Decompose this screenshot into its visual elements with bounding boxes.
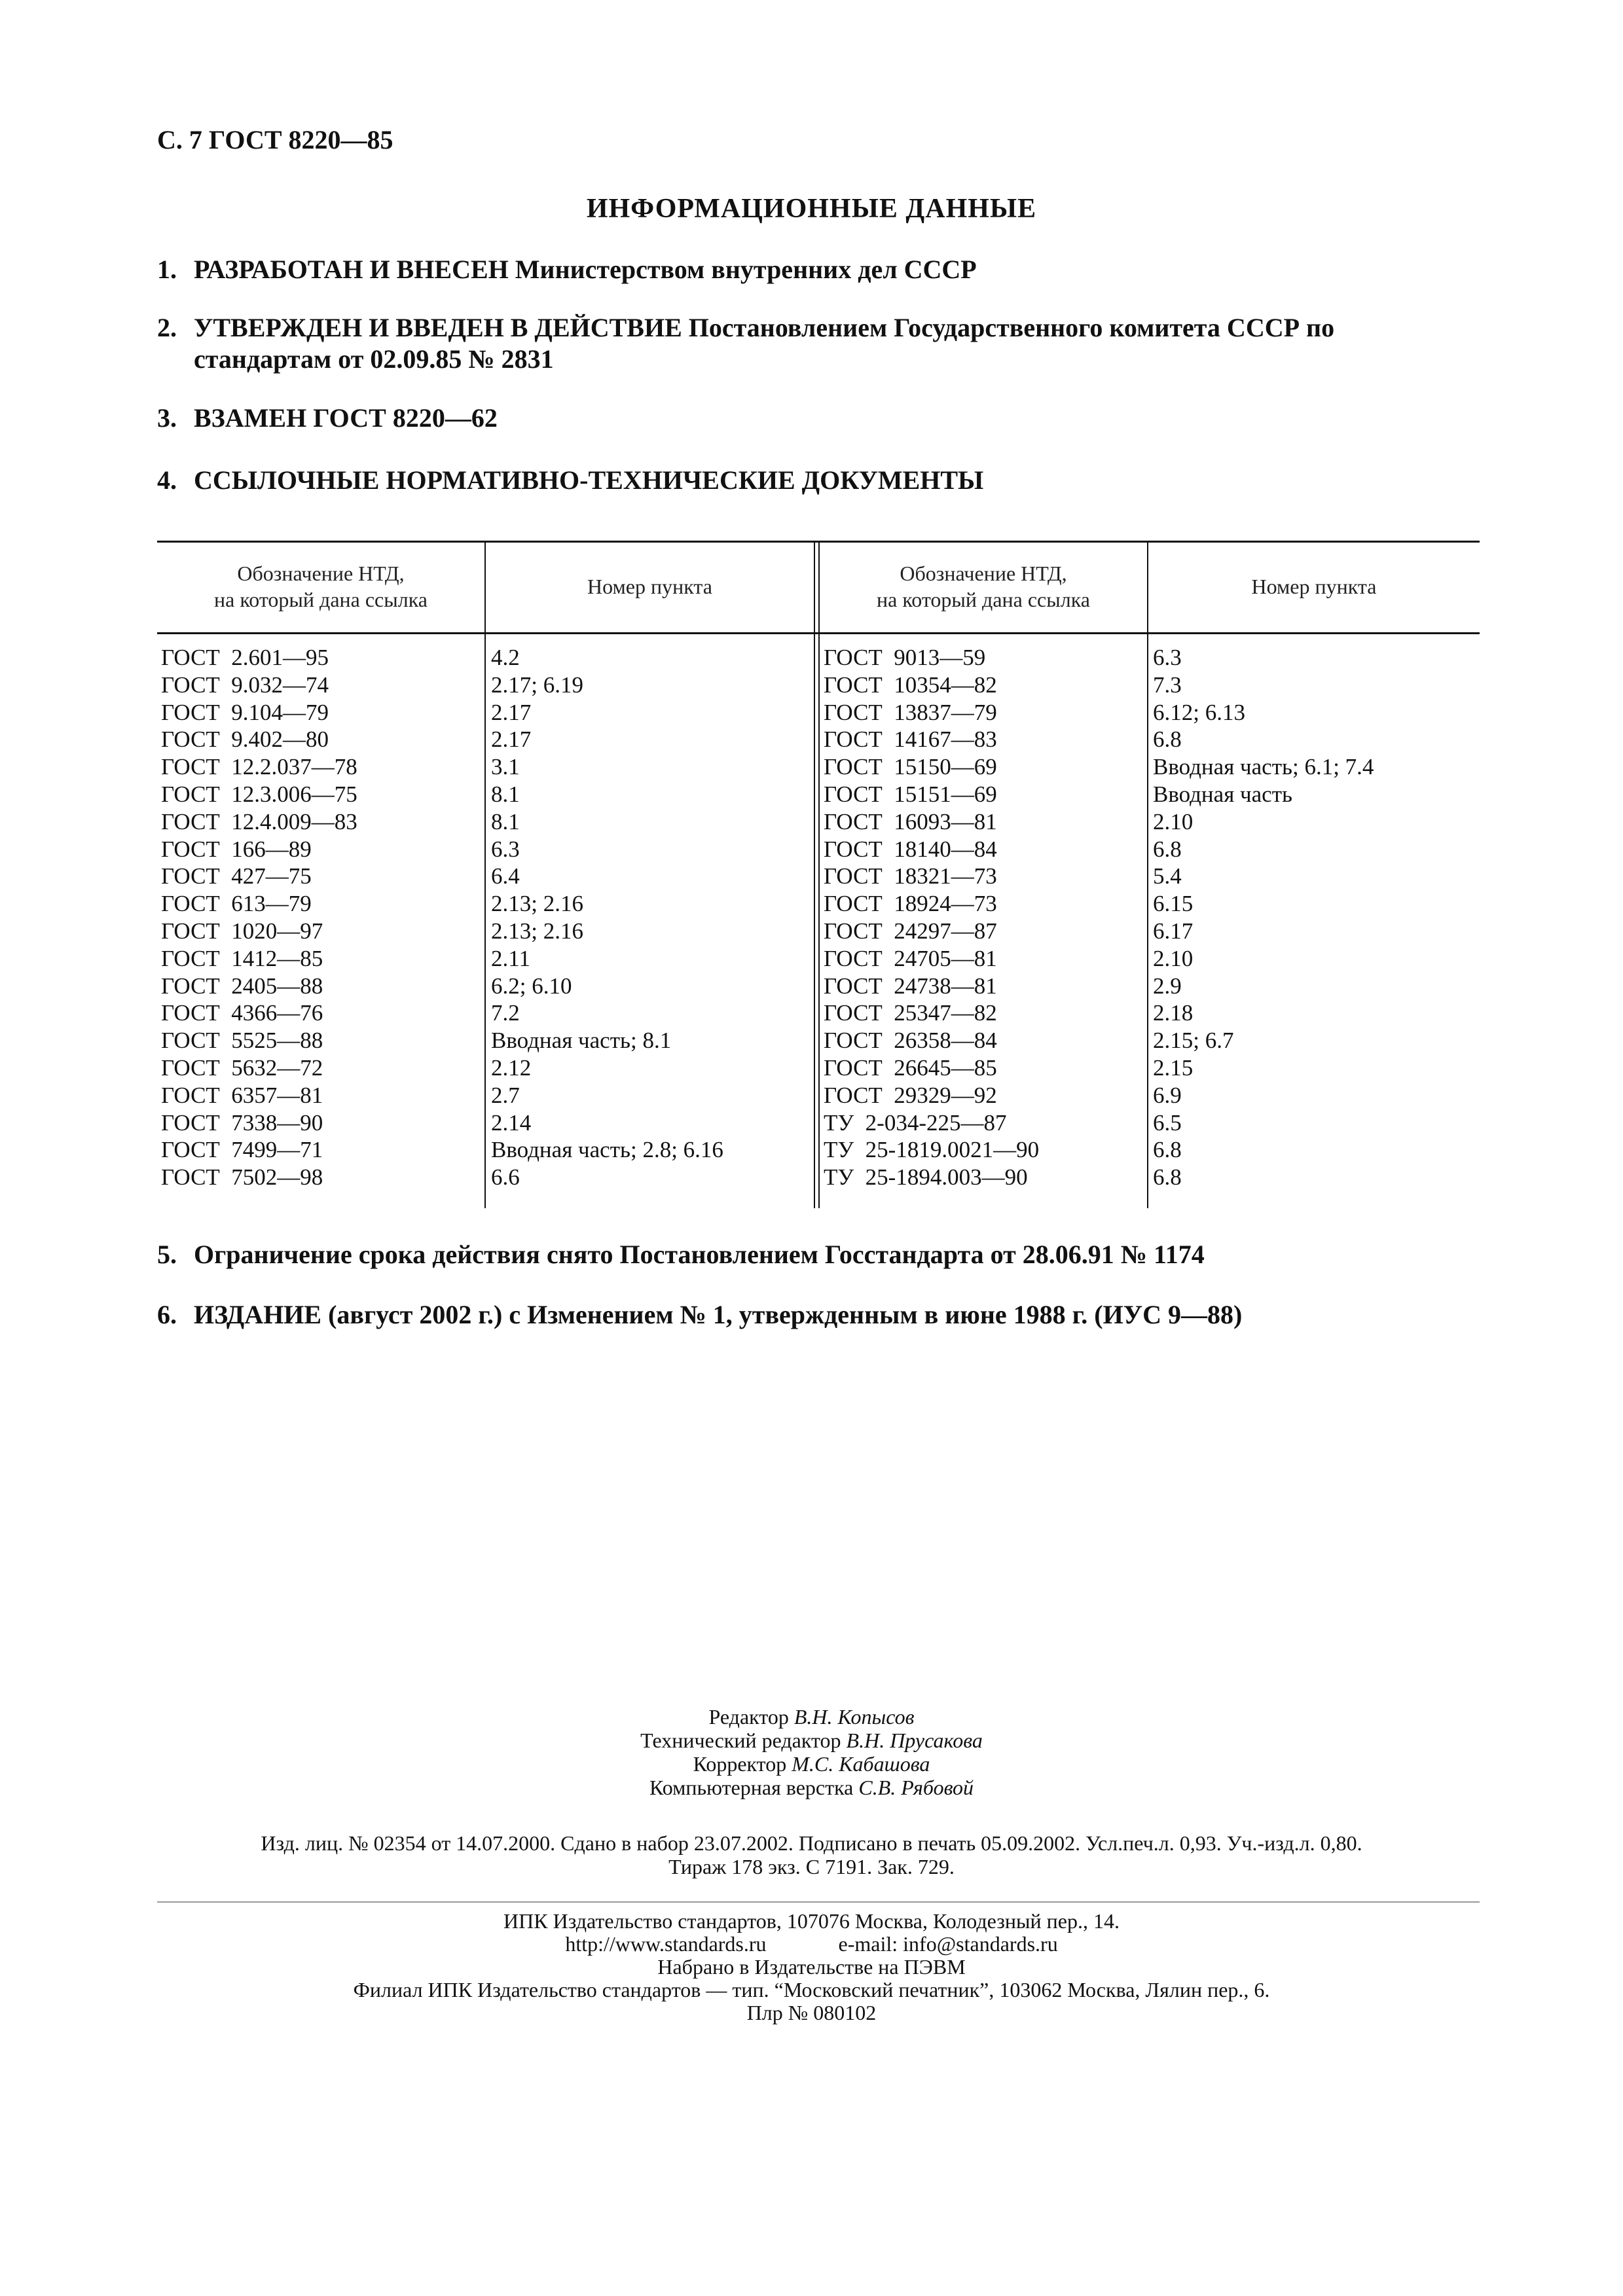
publisher-line: ИПК Издательство стандартов, 107076 Москва, Колодезный пер., 14. (503, 1909, 1120, 1933)
table-cell: ГОСТ 12.4.009—83 (161, 808, 357, 834)
section-text: ИЗДАНИЕ (август 2002 г.) с Изменением № 1, утвержденным в июне 1988 г. (ИУС 9—88) (194, 1300, 1243, 1329)
section-number: 6. (157, 1300, 177, 1329)
table-cell: ГОСТ 26645—85 (824, 1054, 997, 1081)
table-cell: 2.17 (491, 726, 532, 753)
table-cell: ГОСТ 613—79 (161, 891, 312, 917)
table-cell: ГОСТ 24705—81 (824, 945, 997, 971)
table-cell: 7.3 (1153, 672, 1182, 698)
column-divider (484, 541, 486, 1208)
table-cell: 2.15; 6.7 (1153, 1028, 1234, 1054)
table-cell: 6.8 (1153, 1164, 1182, 1191)
table-cell: 2.15 (1153, 1054, 1194, 1081)
table-cell: 2.14 (491, 1109, 532, 1136)
section-number: 1. (157, 255, 177, 284)
table-cell: 6.12; 6.13 (1153, 699, 1245, 725)
page-header: С. 7 ГОСТ 8220—85 (157, 125, 393, 154)
table-cell: 6.2; 6.10 (491, 973, 572, 999)
table-cell: ГОСТ 14167—83 (824, 726, 997, 753)
editor-name: С.В. Рябовой (858, 1776, 974, 1799)
header-item-right: Номер пункта (1251, 575, 1377, 598)
table-cell: ГОСТ 29329—92 (824, 1082, 997, 1108)
editor-role: Компьютерная верстка (649, 1776, 854, 1799)
website-link[interactable]: http://www.standards.ru (565, 1932, 767, 1956)
editor-line (0, 1705, 1623, 1729)
editor-role: Технический редактор (640, 1729, 841, 1752)
table-cell: 2.12 (491, 1054, 532, 1081)
table-cell: ГОСТ 1020—97 (161, 918, 323, 944)
table-cell: ГОСТ 15150—69 (824, 754, 997, 780)
table-cell: 7.2 (491, 1000, 520, 1026)
table-cell: ГОСТ 9.402—80 (161, 726, 329, 753)
table-cell: ГОСТ 10354—82 (824, 672, 997, 698)
table-cell: Вводная часть (1153, 781, 1292, 807)
editor-name: М.С. Кабашова (792, 1752, 930, 1776)
left-ntd-column (161, 644, 357, 1191)
table-cell: ТУ 25-1819.0021—90 (824, 1137, 1040, 1163)
section-2 (157, 312, 1480, 375)
section-number: 4. (157, 465, 177, 495)
table-cell: ГОСТ 7499—71 (161, 1137, 323, 1163)
editor-line (0, 1752, 1623, 1776)
table-cell: ГОСТ 16093—81 (824, 808, 997, 834)
imprint-line: Тираж 178 экз. С 7191. Зак. 729. (668, 1855, 955, 1878)
section-text: Ограничение срока действия снято Постановлением Госстандарта от 28.06.91 № 1174 (194, 1240, 1205, 1269)
section-number: 2. (157, 313, 177, 342)
imprint-line: Изд. лиц. № 02354 от 14.07.2000. Сдано в набор 23.07.2002. Подписано в печать 05.09.2002. Усл.печ.л. 0,93. Уч.-изд.л. 0,80. (261, 1831, 1362, 1855)
editor-role: Корректор (693, 1752, 787, 1776)
section-5 (157, 1239, 1480, 1270)
publisher-line: Филиал ИПК Издательство стандартов — тип. “Московский печатник”, 103062 Москва, Лялин пер., 6. (353, 1978, 1270, 2001)
table-cell: ГОСТ 5525—88 (161, 1028, 323, 1054)
section-heading: РАЗРАБОТАН И ВНЕСЕН (194, 255, 509, 284)
publisher-line: Плр № 080102 (746, 2001, 877, 2024)
editors-block (0, 1705, 1623, 1799)
right-item-column (1153, 644, 1374, 1191)
header-item-left: Номер пункта (587, 575, 712, 598)
table-cell: ГОСТ 18321—73 (824, 863, 997, 889)
table-cell: 6.6 (491, 1164, 520, 1191)
section-1 (157, 254, 1480, 285)
center-double-divider (814, 541, 815, 1208)
table-cell: ГОСТ 12.3.006—75 (161, 781, 357, 807)
center-double-divider (818, 541, 820, 1208)
section-heading: ССЫЛОЧНЫЕ НОРМАТИВНО-ТЕХНИЧЕСКИЕ ДОКУМЕНТЫ (194, 465, 984, 495)
table-cell: 6.3 (491, 836, 520, 862)
table-cell: ГОСТ 24297—87 (824, 918, 997, 944)
table-cell: ГОСТ 18924—73 (824, 891, 997, 917)
table-cell: ГОСТ 25347—82 (824, 1000, 997, 1026)
editor-name: В.Н. Прусакова (846, 1729, 983, 1752)
table-cell: ГОСТ 9013—59 (824, 645, 986, 670)
section-6 (157, 1299, 1480, 1331)
section-4 (157, 465, 1480, 496)
table-cell: ГОСТ 26358—84 (824, 1028, 997, 1054)
section-number: 3. (157, 403, 177, 433)
table-cell: ГОСТ 7338—90 (161, 1109, 323, 1136)
table-cell: 2.17; 6.19 (491, 672, 583, 698)
page-title: ИНФОРМАЦИОННЫЕ ДАННЫЕ (586, 194, 1037, 224)
imprint-divider (157, 1901, 1480, 1903)
table-cell: ГОСТ 15151—69 (824, 781, 997, 807)
table-cell: ГОСТ 9.032—74 (161, 672, 329, 698)
table-cell: 2.7 (491, 1082, 520, 1108)
section-text: Министерством внутренних дел СССР (515, 255, 977, 284)
column-divider (1147, 541, 1148, 1208)
table-cell: ГОСТ 13837—79 (824, 699, 997, 725)
left-item-column (491, 644, 723, 1191)
section-text-continued: стандартам от 02.09.85 № 2831 (194, 344, 554, 374)
email-link[interactable]: e-mail: info@standards.ru (838, 1932, 1058, 1956)
table-cell: 3.1 (491, 754, 520, 780)
table-cell: ГОСТ 24738—81 (824, 973, 997, 999)
editor-line (0, 1729, 1623, 1752)
section-3 (157, 403, 1480, 434)
header-ntd-right: Обозначение НТД, на который дана ссылка (877, 562, 1090, 611)
table-cell: ГОСТ 427—75 (161, 863, 312, 889)
table-cell: ТУ 25-1894.003—90 (824, 1164, 1028, 1191)
table-cell: 2.10 (1153, 808, 1194, 834)
reference-table (157, 541, 1480, 1208)
table-cell: Вводная часть; 2.8; 6.16 (491, 1137, 723, 1163)
table-cell: 4.2 (491, 645, 520, 670)
table-cell: ГОСТ 12.2.037—78 (161, 754, 357, 780)
table-cell: ГОСТ 5632—72 (161, 1054, 323, 1081)
table-cell: 6.3 (1153, 645, 1182, 670)
table-cell: ГОСТ 1412—85 (161, 945, 323, 971)
table-cell: 6.17 (1153, 918, 1194, 944)
table-cell: 2.11 (491, 945, 530, 971)
table-cell: ГОСТ 7502—98 (161, 1164, 323, 1191)
table-cell: 5.4 (1153, 863, 1182, 889)
publisher-block (0, 1910, 1623, 2024)
table-cell: Вводная часть; 6.1; 7.4 (1153, 754, 1374, 780)
table-cell: ГОСТ 6357—81 (161, 1082, 323, 1108)
table-cell: 2.17 (491, 699, 532, 725)
editor-name: В.Н. Копысов (793, 1705, 915, 1729)
section-heading: УТВЕРЖДЕН И ВВЕДЕН В ДЕЙСТВИЕ (194, 313, 682, 342)
table-cell: ГОСТ 2405—88 (161, 973, 323, 999)
publisher-contacts (0, 1933, 1623, 1956)
table-cell: 6.8 (1153, 1137, 1182, 1163)
table-cell: 8.1 (491, 781, 520, 807)
table-cell: 6.9 (1153, 1082, 1182, 1108)
table-cell: 6.8 (1153, 836, 1182, 862)
table-cell: Вводная часть; 8.1 (491, 1028, 672, 1054)
section-number: 5. (157, 1240, 177, 1269)
table-cell: 6.4 (491, 863, 520, 889)
table-cell: 2.13; 2.16 (491, 891, 583, 917)
table-cell: 8.1 (491, 808, 520, 834)
table-cell: 6.5 (1153, 1109, 1182, 1136)
table-cell: 2.13; 2.16 (491, 918, 583, 944)
header-ntd-left: Обозначение НТД, на который дана ссылка (214, 562, 428, 611)
table-cell: 6.15 (1153, 891, 1194, 917)
section-heading: ВЗАМЕН ГОСТ 8220—62 (194, 403, 498, 433)
table-cell: 2.10 (1153, 945, 1194, 971)
table-cell: ГОСТ 18140—84 (824, 836, 997, 862)
table-cell: ТУ 2-034-225—87 (824, 1109, 1007, 1136)
table-cell: 2.18 (1153, 1000, 1194, 1026)
imprint-block (0, 1831, 1623, 1878)
publisher-line: Набрано в Издательстве на ПЭВМ (657, 1955, 966, 1979)
table-cell: ГОСТ 2.601—95 (161, 645, 329, 670)
table-cell: 2.9 (1153, 973, 1182, 999)
right-ntd-column (824, 644, 1039, 1191)
editor-role: Редактор (708, 1705, 789, 1729)
section-text: Постановлением Государственного комитета СССР по (688, 313, 1335, 342)
editor-line (0, 1776, 1623, 1799)
table-cell: ГОСТ 4366—76 (161, 1000, 323, 1026)
table-cell: 6.8 (1153, 726, 1182, 753)
table-cell: ГОСТ 9.104—79 (161, 699, 329, 725)
table-cell: ГОСТ 166—89 (161, 836, 312, 862)
